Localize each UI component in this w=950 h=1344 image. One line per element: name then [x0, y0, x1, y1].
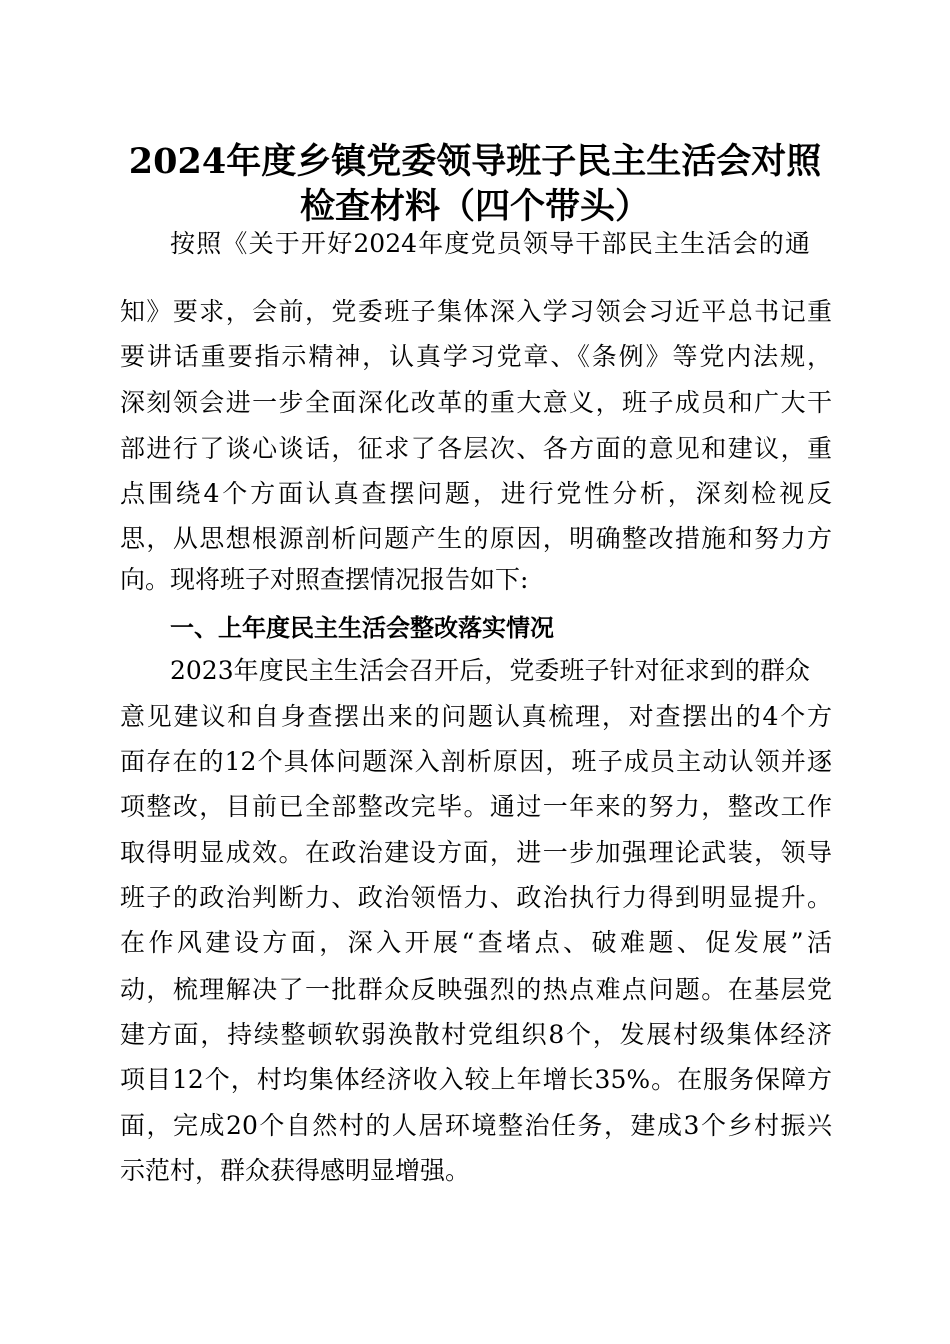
document-title-line-1: 2024年度乡镇党委领导班子民主生活会对照 [128, 141, 822, 182]
intro-line: 知》要求，会前，党委班子集体深入学习领会习近平总书记重 [120, 297, 832, 326]
intro-line: 部进行了谈心谈话，征求了各层次、各方面的意见和建议，重 [120, 434, 832, 463]
section-line: 取得明显成效。在政治建设方面，进一步加强理论武装，领导 [120, 838, 832, 867]
section-line: 意见建议和自身查摆出来的问题认真梳理，对查摆出的4个方 [120, 702, 832, 731]
section-line: 面，完成20个自然村的人居环境整治任务，建成3个乡村振兴 [120, 1111, 832, 1140]
section-line: 动，梳理解决了一批群众反映强烈的热点难点问题。在基层党 [120, 975, 832, 1004]
intro-line: 思，从思想根源剖析问题产生的原因，明确整改措施和努力方 [120, 524, 832, 553]
section-line: 建方面，持续整顿软弱涣散村党组织8个，发展村级集体经济 [120, 1020, 832, 1049]
section-line: 2023年度民主生活会召开后，党委班子针对征求到的群众 [170, 656, 810, 685]
section-line: 项整改，目前已全部整改完毕。通过一年来的努力，整改工作 [120, 792, 832, 821]
section-line: 面存在的12个具体问题深入剖析原因，班子成员主动认领并逐 [120, 747, 832, 776]
intro-line: 要讲话重要指示精神，认真学习党章、《条例》等党内法规， [120, 342, 832, 371]
section-line: 班子的政治判断力、政治领悟力、政治执行力得到明显提升。 [120, 883, 832, 912]
intro-line: 按照《关于开好2024年度党员领导干部民主生活会的通 [170, 229, 810, 258]
document-title-line-2: 检查材料（四个带头） [299, 186, 650, 227]
intro-line: 深刻领会进一步全面深化改革的重大意义，班子成员和广大干 [120, 388, 832, 417]
intro-line: 点围绕4个方面认真查摆问题，进行党性分析，深刻检视反 [120, 479, 832, 508]
section-line: 示范村，群众获得感明显增强。 [120, 1156, 471, 1185]
section-heading: 一、上年度民主生活会整改落实情况 [170, 614, 554, 642]
section-line: 在作风建设方面，深入开展“查堵点、破难题、促发展”活 [120, 928, 832, 957]
intro-line: 向。现将班子对照查摆情况报告如下: [120, 565, 529, 594]
section-line: 项目12个，村均集体经济收入较上年增长35%。在服务保障方 [120, 1065, 832, 1094]
